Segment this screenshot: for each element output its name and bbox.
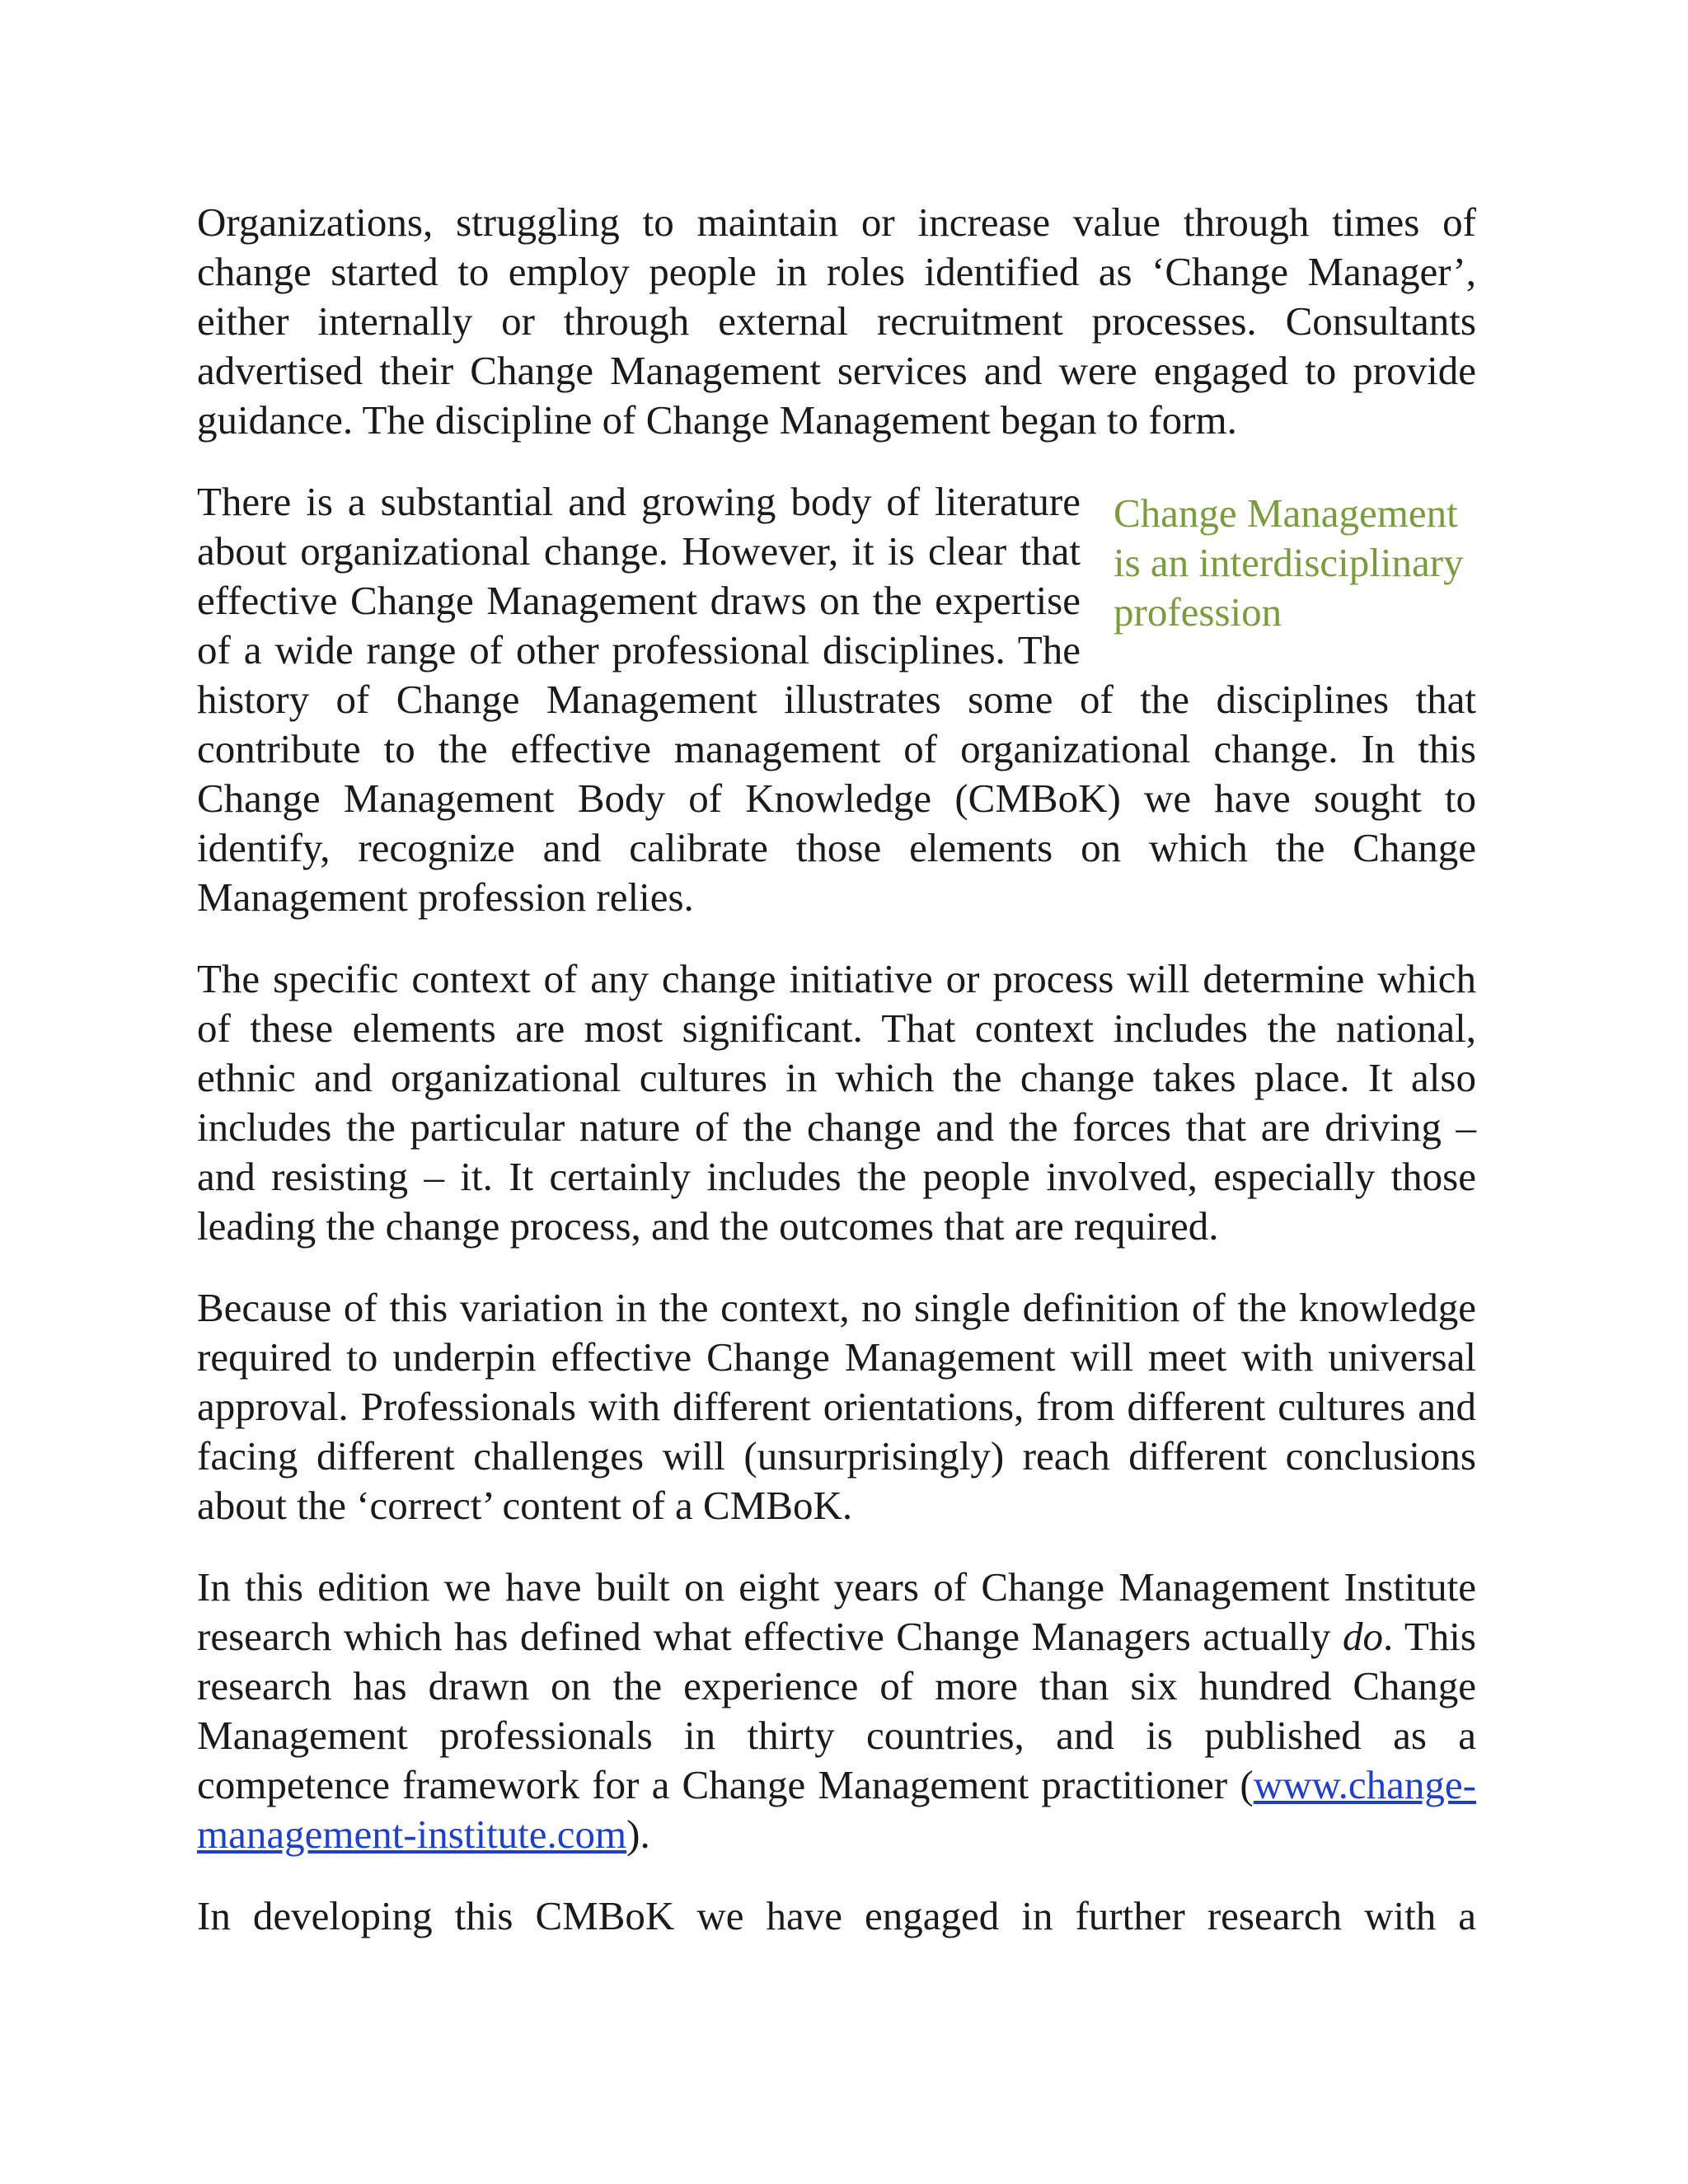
paragraph-1: Organizations, struggling to maintain or increase value through times of change started to employ people in roles identified as ‘Change Manager’, either internally or through external recruitment processes. Consultants advertised their Change Management services and were engaged to provide guidance. The discipline of Change Management began to form. <box>197 199 1476 443</box>
paragraph-5-text-c: ). <box>626 1811 650 1857</box>
paragraph-5-text-b: . This research has drawn on the experience of more than six hundred Change Management professionals in thirty countries, and is published as a competence framework for a Change Management practitioner ( <box>197 1614 1476 1807</box>
paragraph-4: Because of this variation in the context, no single definition of the knowledge required to underpin effective Change Management will meet with universal approval. Professionals with different orientations, from different cultures and facing different challenges will (unsurprisingly) reach different conclusions about the ‘correct’ content of a CMBoK. <box>197 1285 1476 1528</box>
paragraph-2: There is a substantial and growing body of literature about organizational change. However, it is clear that effective Change Management draws on the expertise of a wide range of other professional disciplines. The history of Change Management illustrates some of the disciplines that contribute to the effective management of organizational change. In this Change Management Body of Knowledge (CMBoK) we have sought to identify, recognize and calibrate those elements on which the Change Management profession relies. <box>197 479 1476 920</box>
paragraph-5 <box>197 1563 1476 1859</box>
institute-website-link[interactable]: www.change-management-institute.com <box>197 1762 1476 1857</box>
paragraph-6: In developing this CMBoK we have engaged in further research with a <box>197 1893 1476 1938</box>
document-page <box>197 198 1476 1973</box>
pullquote: Change Management is an interdisciplinary profession <box>1114 490 1464 635</box>
paragraph-3: The specific context of any change initiative or process will determine which of these elements are most significant. That context includes the national, ethnic and organizational cultures in which the change takes place. It also includes the particular nature of the change and the forces that are driving – and resisting – it. It certainly includes the people involved, especially those leading the change process, and the outcomes that are required. <box>197 956 1476 1249</box>
paragraph-5-text-a: In this edition we have built on eight years of Change Management Institute research which has defined what effective Change Managers actually <box>197 1564 1476 1659</box>
paragraph-5-emphasis: do <box>1342 1614 1383 1659</box>
